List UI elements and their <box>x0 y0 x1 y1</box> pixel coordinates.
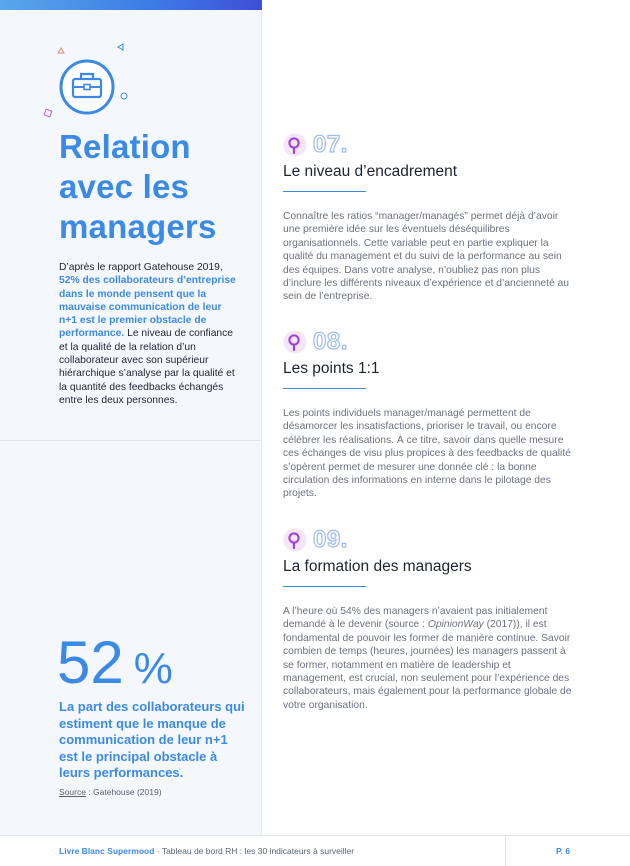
body-text-end: (2017)), il est fondamental de pouvoir les former de manière continue. Savoir combien de temps (heures, journées) les managers passent à se former, notamment en matière de leadership et management, est crucial, non seulement pour l’expérience des collaborateurs, mais également pour la performance globale de votre organisation. <box>283 619 572 711</box>
page-number: P. 6 <box>556 846 571 856</box>
briefcase-icon <box>40 40 130 120</box>
section-body: Connaître les ratios “manager/managés” permet déjà d’avoir une première idée sur les éventuels déséquilibres organisationnels. Cette variable peut en partie expliquer la qualité du management et du suivi de la performance au sein des équipes. Dans votre analyse, n’oubliez pas non plus d’inclure les différents niveaux d’expérience et d’ancienneté au sein de l’entreprise. <box>283 211 570 303</box>
page-title <box>59 127 249 247</box>
footer-subtitle: · Tableau de bord RH : les 30 indicateurs à surveiller <box>154 846 355 856</box>
section-body: Les points individuels manager/managé permettent de désamorcer les insatisfactions, prioriser le travail, ou encore célébrer les réalisations. À ce titre, savoir dans quelle mesure ces échanges de visu plus propices à des feedbacks de qualité s’opèrent permet de mesurer une donnée clé : la bonne circulation des informations en interne dans le pilotage des projets. <box>283 408 571 500</box>
section-rule <box>283 191 366 192</box>
section-header <box>283 132 578 158</box>
intro-paragraph <box>59 261 241 407</box>
source-text: : Gatehouse (2019) <box>85 787 162 797</box>
top-gradient-bar <box>0 0 262 10</box>
stat-description: La part des collaborateurs qui estiment que le manque de communication de leur n+1 est le principal obstacle à leurs performances. <box>59 699 245 781</box>
stat-unit: % <box>133 644 173 693</box>
section-number: 07. <box>313 131 348 158</box>
section-rule <box>283 388 366 389</box>
footer-separator <box>505 836 506 866</box>
section-number: 09. <box>313 526 348 553</box>
section-08 <box>283 329 578 501</box>
section-title: Les points 1:1 <box>283 360 380 377</box>
body-text-start: A l’heure où 54% des managers n’avaient pas initialement demandé à le devenir (source : <box>283 606 548 631</box>
section-rule <box>283 586 366 587</box>
section-title: La formation des managers <box>283 558 472 575</box>
section-09 <box>283 527 578 712</box>
title-line-1: Relation <box>59 128 191 165</box>
footer-brand: Livre Blanc Supermood <box>59 846 155 856</box>
source-label: Source <box>59 787 86 797</box>
intro-highlight: 52% des collaborateurs d’entreprise dans le monde pensent que la mauvaise communication de leur n+1 est le premier obstacle de performance. <box>59 275 236 340</box>
magnifier-icon <box>283 133 307 157</box>
body-source-italic: OpinionWay <box>427 619 484 631</box>
intro-text-start: D’après le rapport Gatehouse 2019, <box>59 262 223 273</box>
magnifier-icon <box>283 330 307 354</box>
footer-divider <box>0 835 630 836</box>
stat-source <box>59 787 162 797</box>
section-header <box>283 527 578 553</box>
magnifier-icon <box>283 528 307 552</box>
title-line-2: avec les <box>59 168 190 205</box>
stat-value <box>57 630 173 702</box>
intro-text-end: Le niveau de confiance et la qualité de la relation d’un collaborateur avec son supérieur hiérarchique s’analyse par la qualité et la quantité des feedbacks échangés entre les deux personnes. <box>59 328 235 406</box>
footer-caption <box>59 846 354 856</box>
section-number: 08. <box>313 328 348 355</box>
section-title: Le niveau d’encadrement <box>283 163 458 180</box>
title-line-3: managers <box>59 208 217 245</box>
section-07 <box>283 132 578 304</box>
section-header <box>283 329 578 355</box>
left-divider <box>0 440 262 441</box>
stat-number: 52 <box>57 629 124 696</box>
section-body <box>283 605 573 712</box>
